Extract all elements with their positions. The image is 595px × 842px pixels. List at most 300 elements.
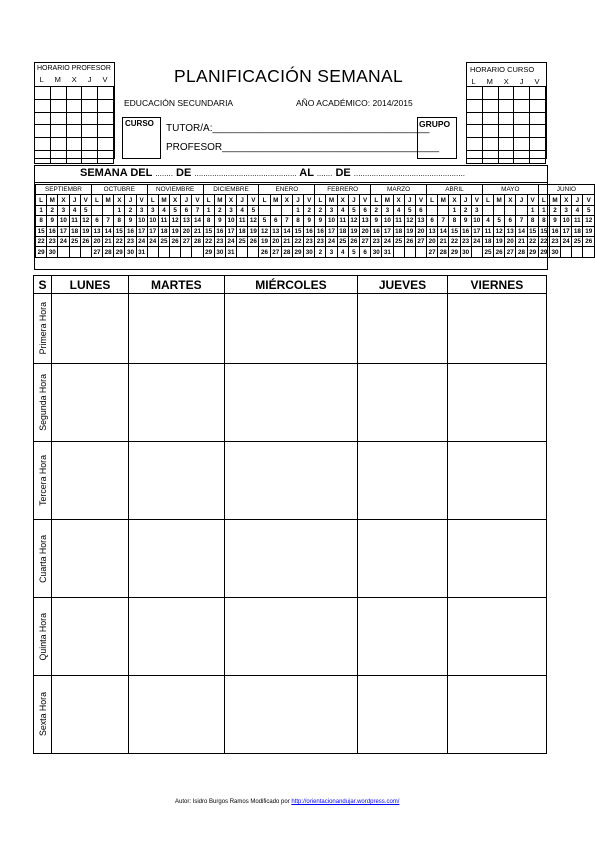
calendar-date: 28 — [103, 247, 114, 257]
calendar-day-letter: V — [415, 195, 426, 205]
schedule-day-header: LUNES — [52, 276, 129, 294]
calendar-date: 26 — [494, 247, 505, 257]
calendar-date: 11 — [482, 226, 493, 236]
calendar-date: 2 — [315, 205, 326, 215]
calendar-date: 27 — [415, 236, 426, 246]
calendar-date: 25 — [237, 236, 248, 246]
horario-profesor-cell[interactable] — [66, 99, 82, 112]
horario-profesor-label: HORARIO PROFESOR — [37, 65, 111, 72]
schedule-slot[interactable] — [129, 294, 225, 364]
calendar-date: 24 — [147, 236, 158, 246]
schedule-slot[interactable] — [52, 676, 129, 754]
calendar-day-letter: J — [404, 195, 415, 205]
horario-profesor-grid[interactable] — [34, 86, 114, 164]
horario-profesor-cell[interactable] — [98, 87, 114, 100]
calendar-date: 19 — [494, 236, 505, 246]
calendar-date: 5 — [348, 247, 359, 257]
calendar-date: 6 — [505, 216, 516, 226]
schedule-slot[interactable] — [447, 598, 546, 676]
horario-profesor-cell[interactable] — [66, 87, 82, 100]
schedule-slot[interactable] — [447, 294, 546, 364]
calendar-date: 19 — [583, 226, 595, 236]
dots-2: .............................................. — [194, 169, 297, 178]
horario-profesor-cell[interactable] — [35, 87, 51, 100]
calendar-date: 2 — [460, 205, 471, 215]
calendar-date: 4 — [393, 205, 404, 215]
horario-curso-cell[interactable] — [482, 112, 498, 125]
calendar-date: 23 — [47, 236, 58, 246]
horario-curso-cell[interactable] — [467, 138, 483, 151]
calendar-date: 18 — [572, 226, 583, 236]
calendar-date: 28 — [516, 247, 527, 257]
calendar-day-letter: M — [549, 195, 560, 205]
horario-profesor-cell[interactable] — [98, 125, 114, 138]
schedule-slot[interactable] — [129, 676, 225, 754]
horario-curso-cell[interactable] — [498, 87, 514, 100]
calendar-date: 27 — [359, 236, 370, 246]
calendar-date: 25 — [393, 236, 404, 246]
footer-link[interactable]: http://orientacionandujar.wordpress.com/ — [291, 799, 400, 805]
calendar-date — [404, 247, 415, 257]
calendar-date: 25 — [572, 236, 583, 246]
calendar-date: 22 — [538, 236, 549, 246]
horario-curso-cell[interactable] — [482, 99, 498, 112]
calendar-date: 30 — [125, 247, 136, 257]
calendar-date: 23 — [371, 236, 382, 246]
semana-row[interactable] — [80, 167, 465, 179]
calendar-date — [505, 205, 516, 215]
horario-profesor-cell[interactable] — [82, 99, 98, 112]
calendar-day-letter: J — [572, 195, 583, 205]
calendar-date: 13 — [91, 226, 102, 236]
calendar-date: 3 — [471, 205, 482, 215]
calendar-date: 12 — [248, 216, 259, 226]
horario-profesor-cell[interactable] — [82, 138, 98, 151]
horario-curso-cell[interactable] — [467, 112, 483, 125]
horario-curso-cell[interactable] — [498, 112, 514, 125]
footer — [175, 799, 399, 805]
calendar-date: 3 — [147, 205, 158, 215]
calendar-date: 17 — [136, 226, 147, 236]
calendar-date: 4 — [572, 205, 583, 215]
semana-del-label: SEMANA DEL — [80, 167, 153, 179]
horario-curso-cell[interactable] — [482, 138, 498, 151]
horario-curso-cell[interactable] — [498, 99, 514, 112]
calendar-date: 19 — [404, 226, 415, 236]
horario-curso-cell[interactable] — [482, 125, 498, 138]
calendar-date: 26 — [348, 236, 359, 246]
calendar-date: 18 — [393, 226, 404, 236]
calendar-month: DICIEMBRE — [203, 185, 259, 195]
calendar-date: 27 — [427, 247, 438, 257]
calendar-day-letter: M — [382, 195, 393, 205]
calendar-date: 21 — [192, 226, 203, 236]
calendar-date: 17 — [58, 226, 69, 236]
calendar-day-letter: X — [505, 195, 516, 205]
calendar-date: 11 — [237, 216, 248, 226]
calendar-date — [427, 205, 438, 215]
horario-curso-cell[interactable] — [530, 138, 546, 151]
calendar-date: 15 — [36, 226, 47, 236]
horario-curso-cell[interactable] — [514, 99, 530, 112]
calendar-date: 6 — [270, 216, 281, 226]
calendar-date: 22 — [292, 236, 303, 246]
calendar-day-letter: M — [326, 195, 337, 205]
calendar-date: 8 — [114, 216, 125, 226]
calendar-date: 12 — [404, 216, 415, 226]
calendar-date: 8 — [527, 216, 538, 226]
calendar-date: 10 — [58, 216, 69, 226]
calendar-date: 21 — [516, 236, 527, 246]
calendar-date: 24 — [382, 236, 393, 246]
schedule-slot[interactable] — [52, 520, 129, 598]
schedule-slot[interactable] — [447, 676, 546, 754]
calendar-date — [415, 247, 426, 257]
dots-4: .................................................. — [353, 169, 465, 178]
schedule-day-header: JUEVES — [358, 276, 447, 294]
calendar-date — [259, 205, 270, 215]
calendar-date: 10 — [136, 216, 147, 226]
horario-curso-cell[interactable] — [530, 125, 546, 138]
calendar-date: 27 — [181, 236, 192, 246]
calendar-date: 22 — [527, 236, 538, 246]
calendar-month: FEBRERO — [315, 185, 371, 195]
tutor-field[interactable]: TUTOR/A:_______________________________________ — [166, 123, 430, 134]
schedule-slot[interactable] — [358, 442, 447, 520]
calendar-date: 7 — [438, 216, 449, 226]
horario-curso-cell[interactable] — [514, 112, 530, 125]
calendar-date: 25 — [482, 247, 493, 257]
calendar-date: 31 — [136, 247, 147, 257]
calendar-day-letter: L — [371, 195, 382, 205]
calendar-date — [103, 205, 114, 215]
calendar-date — [583, 247, 595, 257]
calendar-day-letter: V — [359, 195, 370, 205]
calendar-date: 20 — [415, 226, 426, 236]
footer-text: Autor: Isidro Burgos Ramos Modificado por — [175, 799, 292, 805]
calendar-date: 3 — [326, 247, 337, 257]
calendar-date: 17 — [382, 226, 393, 236]
horario-curso-cell[interactable] — [482, 87, 498, 100]
curso-label: CURSO — [125, 119, 154, 128]
calendar-day-letter: L — [482, 195, 493, 205]
calendar-date: 26 — [80, 236, 91, 246]
calendar-date: 9 — [371, 216, 382, 226]
calendar-date: 3 — [58, 205, 69, 215]
schedule-slot[interactable] — [358, 598, 447, 676]
calendar-month: SEPTIEMBR — [36, 185, 92, 195]
schedule-slot[interactable] — [52, 364, 129, 442]
calendar-month: NOVIEMBRE — [147, 185, 203, 195]
horario-profesor-cell[interactable] — [98, 112, 114, 125]
weekly-schedule[interactable] — [33, 275, 547, 754]
calendar-date: 16 — [214, 226, 225, 236]
calendar-day-letter: L — [427, 195, 438, 205]
grupo-label: GRUPO — [419, 119, 451, 129]
horario-curso-cell[interactable] — [467, 87, 483, 100]
calendar-date: 23 — [315, 236, 326, 246]
horario-curso-grid[interactable] — [466, 86, 546, 164]
schedule-slot[interactable] — [224, 294, 358, 364]
calendar-date — [158, 247, 169, 257]
calendar-day-letter: L — [91, 195, 102, 205]
horario-profesor-cell[interactable] — [35, 112, 51, 125]
horario-curso-cell[interactable] — [514, 125, 530, 138]
schedule-slot[interactable] — [129, 598, 225, 676]
calendar-date: 3 — [561, 205, 572, 215]
schedule-slot[interactable] — [129, 442, 225, 520]
calendar-date: 14 — [192, 216, 203, 226]
calendar-date: 5 — [248, 205, 259, 215]
horario-curso-cell[interactable] — [514, 138, 530, 151]
calendar-month: JUNIO — [538, 185, 594, 195]
calendar-date: 2 — [214, 205, 225, 215]
calendar-date: 12 — [259, 226, 270, 236]
calendar-day-letter: X — [449, 195, 460, 205]
calendar-date: 15 — [114, 226, 125, 236]
calendar-date: 20 — [359, 226, 370, 236]
horario-profesor-cell[interactable] — [98, 150, 114, 163]
calendar-date: 16 — [315, 226, 326, 236]
calendar-date — [91, 205, 102, 215]
calendar-date: 8 — [36, 216, 47, 226]
calendar-day-letter: J — [292, 195, 303, 205]
horario-profesor-cell[interactable] — [50, 150, 66, 163]
horario-profesor-cell[interactable] — [35, 138, 51, 151]
calendar-date — [482, 205, 493, 215]
al-label: AL — [299, 167, 314, 179]
horario-curso-cell[interactable] — [514, 150, 530, 163]
calendar-date: 8 — [449, 216, 460, 226]
calendar-date: 19 — [259, 236, 270, 246]
calendar-date — [572, 247, 583, 257]
horario-curso-cell[interactable] — [530, 150, 546, 163]
calendar-date — [281, 205, 292, 215]
calendar-date: 9 — [304, 216, 315, 226]
calendar-date: 12 — [80, 216, 91, 226]
calendar-date: 26 — [404, 236, 415, 246]
calendar-date: 21 — [281, 236, 292, 246]
calendar-date: 19 — [80, 226, 91, 236]
calendar-date: 6 — [91, 216, 102, 226]
calendar-date: 15 — [527, 226, 538, 236]
calendar-date — [69, 247, 80, 257]
calendar-date: 25 — [158, 236, 169, 246]
calendar-date: 2 — [371, 205, 382, 215]
schedule-hour-label-cell — [34, 598, 52, 676]
etapa-label: EDUCACIÓN SECUNDARIA — [124, 98, 234, 108]
calendar-date: 26 — [170, 236, 181, 246]
calendar-date: 7 — [103, 216, 114, 226]
calendar-date: 10 — [471, 216, 482, 226]
calendar-date: 5 — [259, 216, 270, 226]
calendar-date: 18 — [482, 236, 493, 246]
calendar-day-letter: L — [203, 195, 214, 205]
schedule-slot[interactable] — [224, 520, 358, 598]
dots-3: ....... — [316, 169, 333, 178]
horario-curso-cell[interactable] — [498, 150, 514, 163]
calendar-date: 18 — [337, 226, 348, 236]
horario-profesor-cell[interactable] — [35, 99, 51, 112]
horario-curso-cell[interactable] — [467, 125, 483, 138]
calendar-date: 5 — [494, 216, 505, 226]
calendar-date: 4 — [482, 216, 493, 226]
horario-curso-cell[interactable] — [482, 150, 498, 163]
calendar-date: 10 — [147, 216, 158, 226]
horario-curso-cell[interactable] — [514, 87, 530, 100]
horario-profesor-cell[interactable] — [50, 125, 66, 138]
calendar-date: 11 — [337, 216, 348, 226]
calendar-date: 29 — [203, 247, 214, 257]
calendar-date: 23 — [304, 236, 315, 246]
calendar-date: 24 — [471, 236, 482, 246]
calendar-date: 10 — [225, 216, 236, 226]
horario-curso-cell[interactable] — [467, 150, 483, 163]
calendar-day-letter: M — [438, 195, 449, 205]
schedule-slot[interactable] — [447, 442, 546, 520]
calendar-date: 8 — [538, 216, 549, 226]
calendar-day-letter: V — [527, 195, 538, 205]
calendar-date: 15 — [203, 226, 214, 236]
schedule-slot[interactable] — [358, 676, 447, 754]
calendar-date: 1 — [203, 205, 214, 215]
calendar-date: 8 — [203, 216, 214, 226]
calendar-date: 30 — [304, 247, 315, 257]
calendar-date: 27 — [91, 247, 102, 257]
calendar-date: 2 — [549, 205, 560, 215]
schedule-slot[interactable] — [224, 676, 358, 754]
profesor-field[interactable]: PROFESOR_______________________________________ — [166, 142, 440, 153]
calendar-date: 15 — [449, 226, 460, 236]
schedule-slot[interactable] — [52, 442, 129, 520]
calendar-date — [248, 247, 259, 257]
schedule-slot[interactable] — [224, 598, 358, 676]
horario-curso-cell[interactable] — [467, 99, 483, 112]
horario-profesor-cell[interactable] — [66, 150, 82, 163]
calendar-day-letter: L — [259, 195, 270, 205]
calendar-date: 2 — [47, 205, 58, 215]
calendar-date: 21 — [103, 236, 114, 246]
horario-profesor-cell[interactable] — [66, 112, 82, 125]
calendar-date: 9 — [125, 216, 136, 226]
schedule-slot[interactable] — [224, 364, 358, 442]
calendar-date — [561, 247, 572, 257]
horario-profesor-cell[interactable] — [50, 112, 66, 125]
calendar-date: 16 — [304, 226, 315, 236]
calendar-date: 15 — [538, 226, 549, 236]
horario-profesor-cell[interactable] — [82, 125, 98, 138]
calendar-date: 11 — [69, 216, 80, 226]
calendar-day-letter: L — [538, 195, 549, 205]
calendar-date: 4 — [337, 247, 348, 257]
calendar-date: 17 — [225, 226, 236, 236]
calendar-date — [237, 247, 248, 257]
calendar-date: 4 — [337, 205, 348, 215]
schedule-slot[interactable] — [358, 364, 447, 442]
calendar-day-letter: X — [393, 195, 404, 205]
calendar-date: 12 — [583, 216, 595, 226]
horario-profesor-cell[interactable] — [50, 87, 66, 100]
calendar-date — [58, 247, 69, 257]
calendar-day-letter: V — [80, 195, 91, 205]
calendar-date: 16 — [125, 226, 136, 236]
calendar-day-letter: X — [337, 195, 348, 205]
calendar-date: 7 — [516, 216, 527, 226]
calendar-day-letter: V — [583, 195, 595, 205]
calendar-day-letter: L — [315, 195, 326, 205]
calendar-day-letter: J — [69, 195, 80, 205]
calendar-day-letter: V — [192, 195, 203, 205]
horario-profesor-cell[interactable] — [82, 112, 98, 125]
schedule-slot[interactable] — [52, 294, 129, 364]
horario-profesor-cell[interactable] — [35, 150, 51, 163]
calendar-date: 29 — [292, 247, 303, 257]
schedule-slot[interactable] — [224, 442, 358, 520]
calendar-date: 17 — [326, 226, 337, 236]
calendar-date — [494, 205, 505, 215]
calendar-date: 12 — [494, 226, 505, 236]
horario-curso-cell[interactable] — [498, 138, 514, 151]
calendar-date: 1 — [292, 205, 303, 215]
horario-curso-cell[interactable] — [498, 125, 514, 138]
schedule-slot[interactable] — [447, 520, 546, 598]
horario-profesor-cell[interactable] — [50, 138, 66, 151]
calendar-month: MARZO — [371, 185, 427, 195]
schedule-hour-label-cell — [34, 294, 52, 364]
calendar-date: 14 — [103, 226, 114, 236]
calendar-date: 12 — [348, 216, 359, 226]
horario-profesor-cell[interactable] — [66, 138, 82, 151]
schedule-day-header: VIERNES — [447, 276, 546, 294]
horario-profesor-cell[interactable] — [98, 138, 114, 151]
calendar-date: 10 — [561, 216, 572, 226]
calendar-date: 4 — [158, 205, 169, 215]
horario-profesor-cell[interactable] — [82, 150, 98, 163]
calendar-date: 28 — [281, 247, 292, 257]
horario-curso-cell[interactable] — [530, 87, 546, 100]
horario-curso-cell[interactable] — [530, 99, 546, 112]
horario-profesor-cell[interactable] — [66, 125, 82, 138]
calendar-date: 4 — [69, 205, 80, 215]
horario-profesor-cell[interactable] — [35, 125, 51, 138]
calendar-date: 20 — [181, 226, 192, 236]
schedule-slot[interactable] — [129, 520, 225, 598]
schedule-hour-label-cell — [34, 520, 52, 598]
schedule-slot[interactable] — [358, 520, 447, 598]
calendar-date: 1 — [538, 205, 549, 215]
calendar-date: 13 — [359, 216, 370, 226]
calendar-date: 13 — [270, 226, 281, 236]
schedule-slot[interactable] — [129, 364, 225, 442]
horario-curso-cell[interactable] — [530, 112, 546, 125]
page-title: PLANIFICACIÓN SEMANAL — [174, 66, 403, 86]
horario-profesor-cell[interactable] — [98, 99, 114, 112]
schedule-slot[interactable] — [447, 364, 546, 442]
calendar-day-letter: V — [471, 195, 482, 205]
horario-profesor-cell[interactable] — [82, 87, 98, 100]
calendar-day-letter: M — [47, 195, 58, 205]
calendar-date — [192, 247, 203, 257]
calendar-date: 29 — [449, 247, 460, 257]
schedule-slot[interactable] — [358, 294, 447, 364]
calendar-date: 3 — [326, 205, 337, 215]
schedule-slot[interactable] — [52, 598, 129, 676]
calendar-day-letter: J — [125, 195, 136, 205]
schedule-hour-label: Tercera Hora — [37, 455, 48, 506]
calendar-date: 29 — [36, 247, 47, 257]
horario-profesor-cell[interactable] — [50, 99, 66, 112]
calendar-date: 30 — [214, 247, 225, 257]
